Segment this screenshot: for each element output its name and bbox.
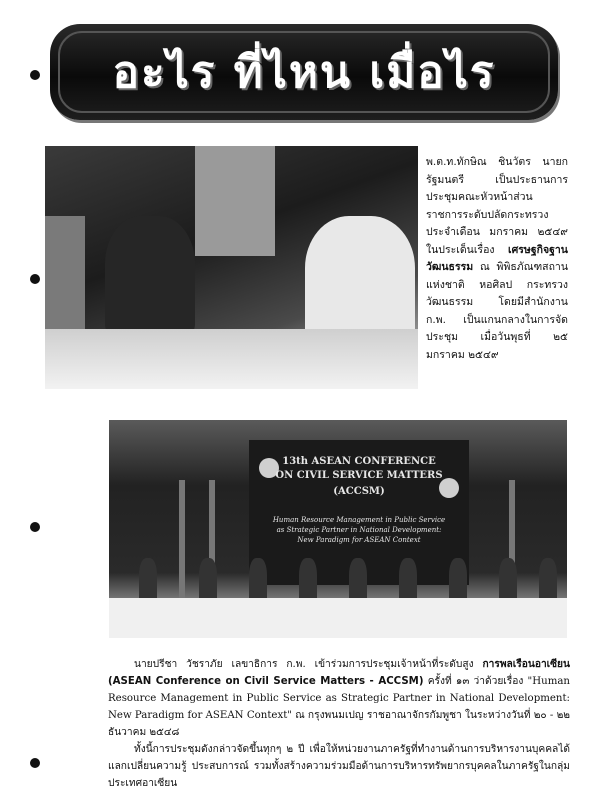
margin-bullet <box>30 758 40 768</box>
page-title: อะไร ที่ไหน เมื่อไร <box>112 47 496 98</box>
photo1-caption <box>426 154 568 364</box>
delegate <box>399 558 417 600</box>
delegate <box>139 558 157 600</box>
delegate <box>449 558 467 600</box>
caption-lead: พ.ต.ท.ทักษิณ ชินวัตร นายกรัฐมนตรี เป็นประธานการประชุมคณะหัวหน้าส่วนราชการระดับปลัดกระทรวง ประจำเดือน มกราคม ๒๕๔๙ ในประเด็นเรื่อง <box>426 156 568 256</box>
backdrop-line: (ACCSM) <box>333 486 385 497</box>
para1-tail: ครั้งที่ ๑๓ ว่าด้วยเรื่อง "Human Resource Management in Public Service as Strategic Partner in National Development: New Paradigm for ASEAN Context" ณ กรุงพนมเปญ ราชอาณาจักรกัมพูชา ในระหว่างวันที่ ๒๐ - ๒๒ ธันวาคม ๒๕๔๘ <box>108 676 570 738</box>
conference-photo <box>109 420 567 638</box>
backdrop-line: as Strategic Partner in National Development: <box>276 526 442 534</box>
flagpole <box>179 480 185 600</box>
caption-bold: เศรษฐกิจฐานวัฒนธรรม <box>426 243 568 273</box>
margin-bullet <box>30 274 40 284</box>
photo-window <box>195 146 275 256</box>
delegate <box>499 558 517 600</box>
photo-window <box>45 216 85 336</box>
para1-bold: การพลเรือนอาเซียน (ASEAN Conference on Civil Service Matters - ACCSM) <box>108 659 570 687</box>
title-banner <box>50 24 558 120</box>
margin-bullet <box>30 70 40 80</box>
person-right <box>305 216 415 346</box>
delegate <box>199 558 217 600</box>
para1-lead: นายปรีชา วัชราภัย เลขาธิการ ก.พ. เข้าร่วมการประชุมเจ้าหน้าที่ระดับสูง <box>134 659 474 670</box>
delegate <box>249 558 267 600</box>
title-banner-frame <box>58 31 550 113</box>
paragraph <box>108 656 570 741</box>
article-body <box>108 656 570 792</box>
conference-table <box>109 598 567 638</box>
margin-bullet <box>30 522 40 532</box>
backdrop-line: ON CIVIL SERVICE MATTERS <box>275 470 443 481</box>
backdrop-line: New Paradigm for ASEAN Context <box>297 536 421 544</box>
person-left <box>105 216 195 336</box>
meeting-photo <box>45 146 418 389</box>
backdrop-line: Human Resource Management in Public Service <box>272 516 446 524</box>
caption-tail: ณ พิพิธภัณฑสถานแห่งชาติ หอศิลป กระทรวงวัฒนธรรม โดยมีสำนักงาน ก.พ. เป็นแกนกลางในการจัดประชุม เมื่อวันพุธที่ ๒๕ มกราคม ๒๕๔๙ <box>426 261 568 361</box>
delegate <box>299 558 317 600</box>
backdrop-line: 13th ASEAN CONFERENCE <box>282 456 436 467</box>
paragraph: ทั้งนี้การประชุมดังกล่าวจัดขึ้นทุกๆ ๒ ปี เพื่อให้หน่วยงานภาครัฐที่ทำงานด้านการบริหารงานบุคคลได้แลกเปลี่ยนความรู้ ประสบการณ์ รวมทั้งสร้างความร่วมมือด้านการบริหารทรัพยากรบุคคลในภาครัฐในกลุ่มประเทศอาเซียน <box>108 744 570 789</box>
delegate <box>539 558 557 600</box>
meeting-table <box>45 329 418 389</box>
delegate <box>349 558 367 600</box>
